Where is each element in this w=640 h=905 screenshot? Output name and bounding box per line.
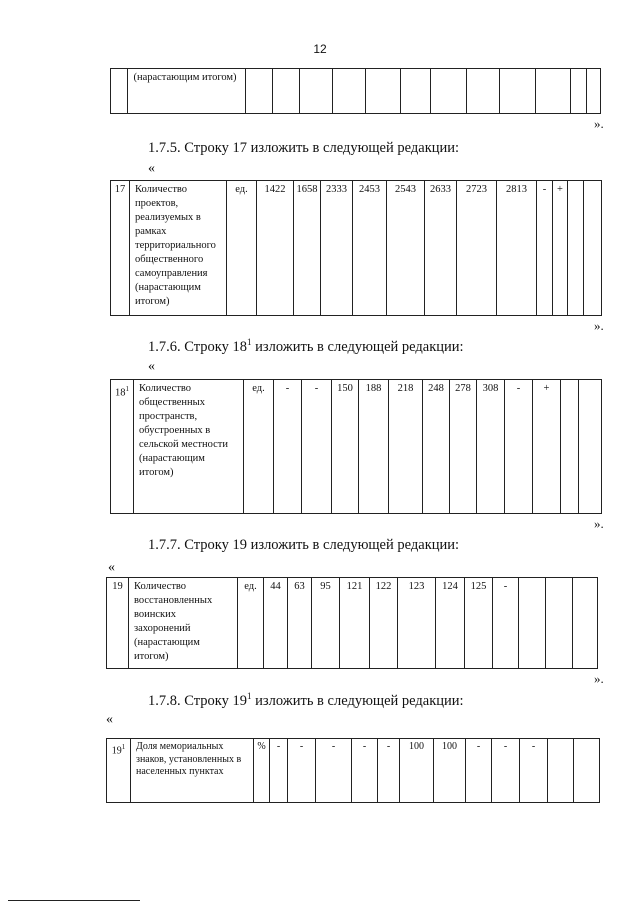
row-unit: ед. — [227, 181, 257, 316]
table-cell: - — [270, 739, 288, 803]
opening-quote: « — [108, 560, 115, 575]
table-cell — [573, 578, 598, 669]
table-cell — [365, 69, 400, 114]
row-number: $18^1$ — [111, 380, 134, 514]
row-description: Количество восстановленных воинских захоронений (нарастающим итогом) — [129, 578, 238, 669]
table-cell: 150 — [332, 380, 359, 514]
section-heading: 1.7.8. Строку $19^1$ изложить в следующей редакции: — [148, 691, 464, 709]
table-cell — [586, 69, 600, 114]
table-cell — [561, 380, 579, 514]
opening-quote: « — [106, 712, 113, 727]
page-number: 12 — [313, 42, 327, 56]
table-cell: 278 — [450, 380, 477, 514]
table-cell: 123 — [398, 578, 436, 669]
table-cell — [332, 69, 365, 114]
table-cell: 2453 — [353, 181, 387, 316]
table-cell: - — [493, 578, 519, 669]
table-cell: 95 — [312, 578, 340, 669]
table-row-19 — [106, 577, 622, 669]
table-cell: 218 — [389, 380, 423, 514]
table-cell: 63 — [288, 578, 312, 669]
table-cell: - — [274, 380, 302, 514]
table-cell — [431, 69, 467, 114]
table-cell — [299, 69, 332, 114]
table-cell: - — [378, 739, 400, 803]
row-unit: ед. — [244, 380, 274, 514]
table-cell — [500, 69, 536, 114]
table-row — [111, 181, 602, 316]
table-row — [111, 69, 601, 114]
row-number: 17 — [111, 181, 130, 316]
table-cell — [519, 578, 546, 669]
table-row — [107, 578, 622, 669]
table-cell: - — [520, 739, 548, 803]
table-cell: 2543 — [387, 181, 425, 316]
table-row-18-1 — [110, 379, 622, 514]
table-row — [111, 380, 622, 514]
table-cell — [111, 69, 128, 114]
table-cell: 100 — [434, 739, 466, 803]
closing-quote: ». — [594, 516, 604, 531]
row-number: 19 — [107, 578, 129, 669]
table-cell: + — [553, 181, 568, 316]
table-row — [107, 739, 622, 803]
table-cell — [273, 69, 300, 114]
opening-quote: « — [148, 161, 155, 176]
table-cell — [574, 739, 600, 803]
table-cell: 308 — [477, 380, 505, 514]
table-cell: 1422 — [257, 181, 294, 316]
table-cell: - — [302, 380, 332, 514]
closing-quote: ». — [594, 116, 604, 131]
table-cell: - — [492, 739, 520, 803]
table-cell — [571, 69, 586, 114]
row-description: Доля мемориальных знаков, установленных в населенных пунктах — [131, 739, 254, 803]
table-cell: 125 — [465, 578, 493, 669]
table-cell: 44 — [264, 578, 288, 669]
table-cell: 2813 — [497, 181, 537, 316]
table-cell: 100 — [400, 739, 434, 803]
table-cell — [467, 69, 500, 114]
table-cell: - — [288, 739, 316, 803]
section-heading: 1.7.5. Строку 17 изложить в следующей редакции: — [148, 140, 460, 156]
table-cell: 2723 — [457, 181, 497, 316]
table-cell: - — [316, 739, 352, 803]
row-description: Количество проектов, реализуемых в рамках территориального общественного самоуправления (нарастающим итогом) — [130, 181, 227, 316]
table-row-19-1 — [106, 738, 622, 803]
table-cell: - — [505, 380, 533, 514]
section-heading: 1.7.7. Строку 19 изложить в следующей редакции: — [148, 537, 460, 553]
table-cell: 122 — [370, 578, 398, 669]
table-cell — [584, 181, 602, 316]
table-cell: 188 — [359, 380, 389, 514]
table-cell: 1658 — [294, 181, 321, 316]
table-cell: 2633 — [425, 181, 457, 316]
table-top — [110, 68, 601, 114]
table-row-17 — [110, 180, 602, 316]
section-heading: 1.7.6. Строку $18^1$ изложить в следующей редакции: — [148, 337, 464, 355]
table-cell — [579, 380, 602, 514]
table-cell — [548, 739, 574, 803]
table-cell — [245, 69, 273, 114]
row-description: (нарастающим итогом) — [128, 69, 245, 114]
closing-quote: ». — [594, 318, 604, 333]
table-cell: 2333 — [321, 181, 353, 316]
table-cell: - — [466, 739, 492, 803]
opening-quote: « — [148, 359, 155, 374]
table-cell: - — [352, 739, 378, 803]
table-cell — [400, 69, 431, 114]
table-cell — [536, 69, 571, 114]
closing-quote: ». — [594, 671, 604, 686]
table-cell: - — [537, 181, 553, 316]
row-unit: % — [254, 739, 270, 803]
table-cell: + — [533, 380, 561, 514]
table-cell: 121 — [340, 578, 370, 669]
table-cell — [546, 578, 573, 669]
row-unit: ед. — [238, 578, 264, 669]
row-description: Количество общественных пространств, обустроенных в сельской местности (нарастающим итогом) — [134, 380, 244, 514]
table-cell: 248 — [423, 380, 450, 514]
footnote-separator — [8, 900, 140, 901]
table-cell — [568, 181, 584, 316]
table-cell: 124 — [436, 578, 465, 669]
row-number: $19^1$ — [107, 739, 131, 803]
